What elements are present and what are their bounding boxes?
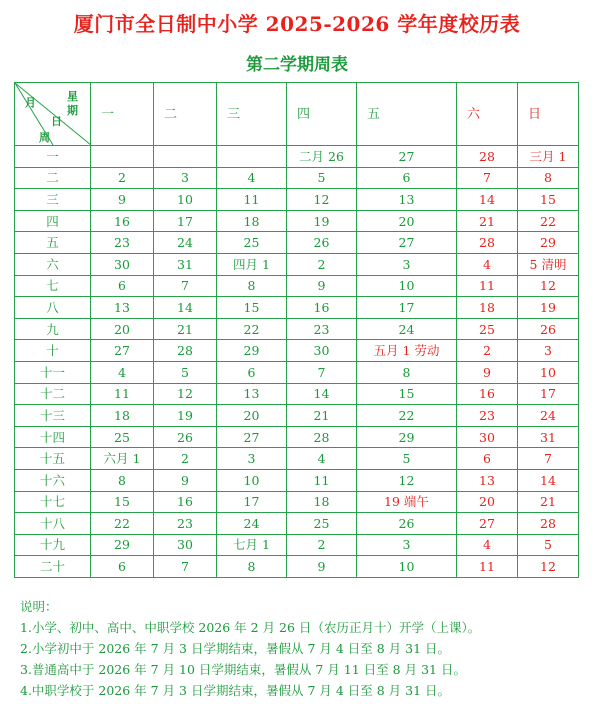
week-number-cell: 十三	[15, 405, 91, 427]
week-number-cell: 三	[15, 189, 91, 211]
date-cell: 15	[518, 189, 579, 211]
table-row	[15, 146, 579, 168]
date-cell: 13	[357, 189, 457, 211]
date-cell: 31	[518, 426, 579, 448]
table-row	[15, 534, 579, 556]
date-cell: 19	[518, 297, 579, 319]
date-cell: 17	[217, 491, 287, 513]
date-cell: 19	[154, 405, 217, 427]
date-cell: 6	[91, 556, 154, 578]
date-cell: 27	[457, 513, 518, 535]
date-cell: 13	[91, 297, 154, 319]
date-cell: 9	[287, 275, 357, 297]
date-cell: 20	[457, 491, 518, 513]
date-cell: 26	[287, 232, 357, 254]
date-cell: 10	[357, 556, 457, 578]
table-row	[15, 448, 579, 470]
date-cell: 7	[518, 448, 579, 470]
date-cell: 16	[154, 491, 217, 513]
date-cell: 27	[91, 340, 154, 362]
date-cell: 3	[217, 448, 287, 470]
date-cell: 29	[357, 426, 457, 448]
date-cell: 12	[518, 275, 579, 297]
date-cell: 3	[518, 340, 579, 362]
header-row	[15, 83, 579, 146]
date-cell: 5 清明	[518, 253, 579, 275]
date-cell: 11	[91, 383, 154, 405]
date-cell: 23	[287, 318, 357, 340]
date-cell: 25	[91, 426, 154, 448]
date-cell: 21	[287, 405, 357, 427]
day-header-fri: 五	[357, 83, 457, 146]
table-row	[15, 469, 579, 491]
date-cell: 20	[357, 210, 457, 232]
table-row	[15, 275, 579, 297]
date-cell: 18	[287, 491, 357, 513]
day-header-wed: 三	[217, 83, 287, 146]
page-title: 厦门市全日制中小学 2025-2026 学年度校历表	[73, 12, 521, 36]
date-cell: 2	[457, 340, 518, 362]
week-number-cell: 八	[15, 297, 91, 319]
week-number-cell: 十五	[15, 448, 91, 470]
date-cell: 7	[154, 275, 217, 297]
day-header-tue: 二	[154, 83, 217, 146]
note-item: 3.普通高中于 2026 年 7 月 10 日学期结束，暑假从 7 月 11 日至 8 月 31 日。	[20, 662, 466, 677]
date-cell: 23	[457, 405, 518, 427]
table-row	[15, 253, 579, 275]
table-row	[15, 210, 579, 232]
table-row	[15, 232, 579, 254]
date-cell: 26	[357, 513, 457, 535]
notes-section	[20, 596, 480, 701]
date-cell: 16	[287, 297, 357, 319]
date-cell: 15	[217, 297, 287, 319]
date-cell: 29	[217, 340, 287, 362]
week-number-cell: 十二	[15, 383, 91, 405]
date-cell: 10	[217, 469, 287, 491]
date-cell: 3	[357, 534, 457, 556]
date-cell: 9	[457, 361, 518, 383]
date-cell: 8	[518, 167, 579, 189]
date-cell: 14	[518, 469, 579, 491]
date-cell: 六月 1	[91, 448, 154, 470]
page-subtitle: 第二学期周表	[246, 55, 348, 75]
date-cell	[154, 146, 217, 168]
table-row	[15, 189, 579, 211]
date-cell: 10	[357, 275, 457, 297]
date-cell	[217, 146, 287, 168]
date-cell: 6	[457, 448, 518, 470]
date-cell: 14	[457, 189, 518, 211]
date-cell: 8	[91, 469, 154, 491]
date-cell: 6	[217, 361, 287, 383]
date-cell: 22	[518, 210, 579, 232]
date-cell: 29	[91, 534, 154, 556]
date-cell: 16	[457, 383, 518, 405]
date-cell: 27	[357, 232, 457, 254]
week-number-cell: 一	[15, 146, 91, 168]
date-cell: 18	[91, 405, 154, 427]
date-cell: 5	[518, 534, 579, 556]
date-cell: 27	[217, 426, 287, 448]
date-cell: 8	[217, 556, 287, 578]
date-cell: 25	[287, 513, 357, 535]
table-row	[15, 383, 579, 405]
date-cell: 13	[217, 383, 287, 405]
week-number-cell: 十七	[15, 491, 91, 513]
date-cell: 5	[154, 361, 217, 383]
week-number-cell: 十一	[15, 361, 91, 383]
corner-cell	[15, 83, 91, 146]
date-cell: 19	[287, 210, 357, 232]
table-row	[15, 405, 579, 427]
note-item: 2.小学初中于 2026 年 7 月 3 日学期结束，暑假从 7 月 4 日至 8 月 31 日。	[20, 641, 451, 656]
week-number-cell: 二	[15, 167, 91, 189]
date-cell: 5	[357, 448, 457, 470]
week-number-cell: 十	[15, 340, 91, 362]
week-number-cell: 七	[15, 275, 91, 297]
date-cell: 二月 26	[287, 146, 357, 168]
date-cell: 4	[217, 167, 287, 189]
day-header-sun: 日	[518, 83, 579, 146]
date-cell: 10	[154, 189, 217, 211]
date-cell: 2	[287, 534, 357, 556]
date-cell: 4	[287, 448, 357, 470]
date-cell: 7	[287, 361, 357, 383]
date-cell: 4	[457, 253, 518, 275]
week-number-cell: 九	[15, 318, 91, 340]
date-cell: 31	[154, 253, 217, 275]
date-cell: 4	[91, 361, 154, 383]
date-cell: 30	[287, 340, 357, 362]
date-cell: 9	[287, 556, 357, 578]
table-row	[15, 513, 579, 535]
date-cell: 12	[287, 189, 357, 211]
table-row	[15, 361, 579, 383]
date-cell: 27	[357, 146, 457, 168]
date-cell: 26	[518, 318, 579, 340]
date-cell: 8	[217, 275, 287, 297]
week-number-cell: 十四	[15, 426, 91, 448]
date-cell: 2	[154, 448, 217, 470]
table-row	[15, 556, 579, 578]
date-cell: 13	[457, 469, 518, 491]
week-number-cell: 十八	[15, 513, 91, 535]
date-cell: 25	[217, 232, 287, 254]
date-cell: 11	[287, 469, 357, 491]
corner-month-label: 月	[25, 96, 36, 109]
table-row	[15, 167, 579, 189]
date-cell: 12	[518, 556, 579, 578]
table-row	[15, 426, 579, 448]
date-cell: 6	[91, 275, 154, 297]
date-cell: 29	[518, 232, 579, 254]
date-cell: 23	[154, 513, 217, 535]
date-cell: 28	[287, 426, 357, 448]
date-cell: 9	[91, 189, 154, 211]
week-number-cell: 二十	[15, 556, 91, 578]
day-header-thu: 四	[287, 83, 357, 146]
date-cell: 五月 1 劳动	[357, 340, 457, 362]
date-cell: 9	[154, 469, 217, 491]
date-cell: 12	[154, 383, 217, 405]
calendar-table	[14, 82, 579, 578]
week-number-cell: 五	[15, 232, 91, 254]
week-number-cell: 六	[15, 253, 91, 275]
date-cell: 7	[154, 556, 217, 578]
date-cell: 四月 1	[217, 253, 287, 275]
date-cell: 8	[357, 361, 457, 383]
date-cell: 26	[154, 426, 217, 448]
note-item: 1.小学、初中、高中、中职学校 2026 年 2 月 26 日（农历正月十）开学（上课）。	[20, 620, 481, 635]
date-cell: 6	[357, 167, 457, 189]
date-cell: 30	[457, 426, 518, 448]
date-cell: 14	[287, 383, 357, 405]
table-row	[15, 297, 579, 319]
week-number-cell: 十六	[15, 469, 91, 491]
date-cell: 22	[91, 513, 154, 535]
calendar-body	[15, 146, 579, 578]
date-cell: 3	[154, 167, 217, 189]
date-cell: 三月 1	[518, 146, 579, 168]
date-cell: 30	[91, 253, 154, 275]
corner-week-label: 周	[39, 131, 50, 144]
date-cell: 11	[457, 275, 518, 297]
date-cell: 14	[154, 297, 217, 319]
day-header-sat: 六	[457, 83, 518, 146]
date-cell: 3	[357, 253, 457, 275]
date-cell: 18	[457, 297, 518, 319]
date-cell: 24	[154, 232, 217, 254]
date-cell: 4	[457, 534, 518, 556]
date-cell: 24	[518, 405, 579, 427]
date-cell: 28	[457, 232, 518, 254]
date-cell: 2	[91, 167, 154, 189]
date-cell: 5	[287, 167, 357, 189]
date-cell: 17	[518, 383, 579, 405]
date-cell: 20	[91, 318, 154, 340]
date-cell: 11	[217, 189, 287, 211]
date-cell: 28	[154, 340, 217, 362]
date-cell: 21	[154, 318, 217, 340]
corner-xing-label: 星	[67, 90, 78, 103]
table-row	[15, 318, 579, 340]
date-cell: 7	[457, 167, 518, 189]
day-header-mon: 一	[91, 83, 154, 146]
date-cell: 17	[357, 297, 457, 319]
table-row	[15, 491, 579, 513]
week-number-cell: 四	[15, 210, 91, 232]
date-cell: 12	[357, 469, 457, 491]
date-cell: 24	[357, 318, 457, 340]
date-cell	[91, 146, 154, 168]
date-cell: 16	[91, 210, 154, 232]
corner-qi-label: 期	[67, 104, 78, 117]
date-cell: 七月 1	[217, 534, 287, 556]
date-cell: 18	[217, 210, 287, 232]
date-cell: 22	[357, 405, 457, 427]
table-row	[15, 340, 579, 362]
date-cell: 21	[518, 491, 579, 513]
notes-heading: 说明：	[20, 599, 58, 614]
date-cell: 11	[457, 556, 518, 578]
date-cell: 28	[518, 513, 579, 535]
corner-day-label: 日	[51, 115, 62, 128]
week-number-cell: 十九	[15, 534, 91, 556]
date-cell: 25	[457, 318, 518, 340]
date-cell: 21	[457, 210, 518, 232]
date-cell: 23	[91, 232, 154, 254]
date-cell: 15	[91, 491, 154, 513]
date-cell: 2	[287, 253, 357, 275]
date-cell: 28	[457, 146, 518, 168]
date-cell: 20	[217, 405, 287, 427]
date-cell: 19 端午	[357, 491, 457, 513]
date-cell: 30	[154, 534, 217, 556]
note-item: 4.中职学校于 2026 年 7 月 3 日学期结束，暑假从 7 月 4 日至 8 月 31 日。	[20, 683, 451, 698]
date-cell: 10	[518, 361, 579, 383]
date-cell: 17	[154, 210, 217, 232]
date-cell: 22	[217, 318, 287, 340]
date-cell: 24	[217, 513, 287, 535]
date-cell: 15	[357, 383, 457, 405]
